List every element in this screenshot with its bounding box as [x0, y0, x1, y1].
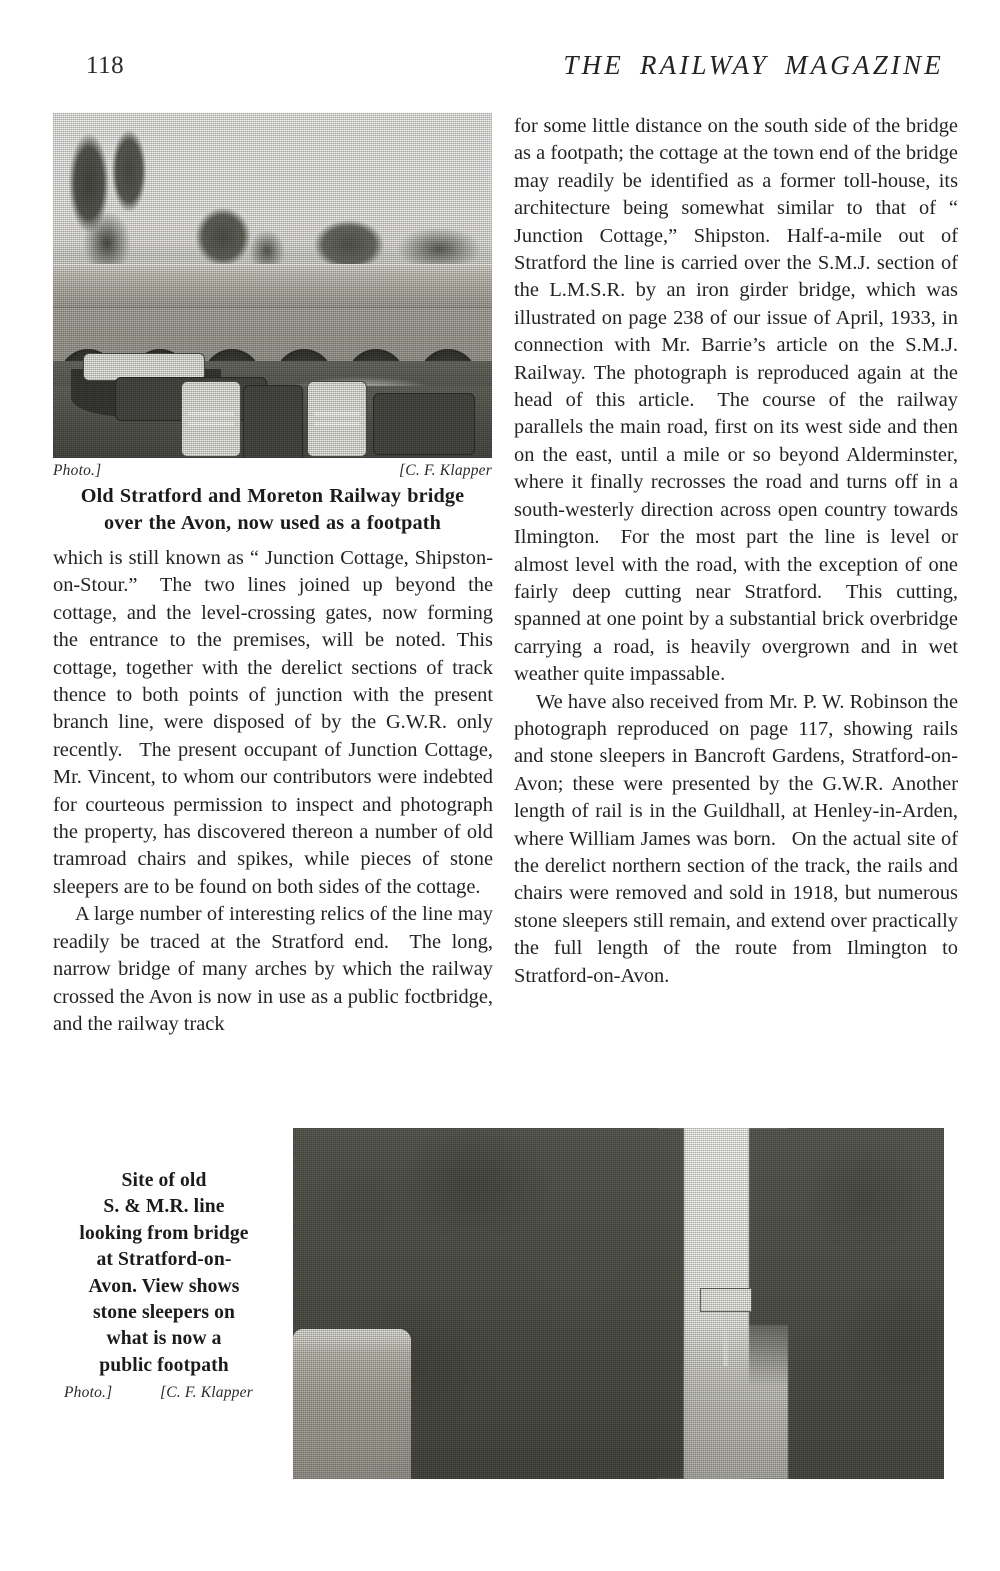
photo-old-stratford-moreton-bridge [53, 113, 492, 458]
page-number: 118 [86, 52, 125, 79]
caption-line: stone sleepers on [92, 1302, 236, 1324]
paragraph: A large number of interesting relics of the line may readily be traced at the Stratford end. The long, narrow bridge of many arches by which the railway crossed the Avon is now in use as a public foctbridge, and the railway track [53, 903, 493, 1035]
caption-line: Site of old [121, 1170, 207, 1191]
photo-label-left: Photo.] [53, 462, 102, 479]
signpost-board [700, 1288, 752, 1312]
bridge-parapet-wall [293, 1329, 411, 1479]
paragraph: We have also received from Mr. P. W. Robinson the photograph reproduced on page 117, showing rails and stone sleepers in Bancroft Gardens, Stratford-on-Avon; these were presented by the G.W.R. Another length of rail is in the Guildhall, at Henley-in-Arden, where William James was born. On the actual site of the derelict northern section of the track, the rails and chairs were removed and sold in 1918, but numerous stone sleepers still remain, and extend over practically the full length of the route from Ilmington to Stratford-on-Avon. [514, 690, 958, 987]
photo-label-left: Photo.] [64, 1384, 113, 1401]
paragraph: for some little distance on the south side of the bridge as a footpath; the cottage at the town end of the bridge may readily be identified as a former toll-house, its architecture being somewhat similar to that of “ Junction Cottage,” Shipston. Half-a-mile out of Stratford the line is carried over the S.M.J. section of the L.M.S.R. by an iron girder bridge, which was illustrated on page 238 of our issue of April, 1933, in connection with Mr. Barrie’s article on the S.M.J. Railway. The photograph is reproduced again at the head of this article. The course of the railway parallels the main road, first on its west side and then on the east, until a mile or so beyond Alderminster, where it finally recrosses the road and turns off in a south-westerly direction across open country towards Ilmington. For the most part the line is level or almost level with the road, with the exception of one fairly deep cutting near Stratford. This cutting, spanned at one point by a substantial brick overbridge carrying a road, is heavily overgrown and in wet weather quite impassable. [514, 115, 958, 686]
body-column-left [53, 545, 493, 1038]
photographer-credit: [C. F. Klapper [160, 1384, 253, 1401]
running-head [53, 52, 944, 86]
footpath-trackbed [684, 1325, 788, 1479]
caption-line: over the Avon, now used as a footpath [103, 512, 442, 534]
body-column-right [514, 113, 958, 990]
tree-foliage-left [55, 113, 163, 273]
tree-foliage-centre [171, 165, 291, 277]
magazine-title: THE RAILWAY MAGAZINE [563, 50, 944, 80]
caption-bottom-photo [40, 1168, 288, 1379]
caption-line: what is now a [106, 1328, 222, 1350]
bridge-parapet [53, 264, 492, 308]
caption-line: Old Stratford and Moreton Railway bridge [80, 485, 465, 507]
moored-boat-6 [373, 393, 475, 455]
caption-line: at Stratford-on- [96, 1249, 232, 1271]
photographer-credit: [C. F. Klapper [399, 462, 492, 479]
caption-top-photo [53, 483, 492, 537]
paragraph: which is still known as “ Junction Cottage, Shipston-on-Stour.” The two lines joined up beyond the cottage, and the level-crossing gates, now forming the entrance to the premises, will be noted. This cottage, together with the derelict sections of track thence to both points of junction with the present branch line, were disposed of by the G.W.R. only recently. The present occupant of Junction Cottage, Mr. Vincent, to whom our contributors were indebted for courteous permission to inspect and photograph the property, has discovered thereon a number of old tramroad chairs and spikes, while pieces of stone sleepers are to be found on both sides of the cottage. [53, 547, 493, 898]
moored-boat-4 [243, 385, 303, 458]
photo-site-of-old-line [293, 1128, 944, 1479]
caption-line: looking from bridge [79, 1222, 249, 1244]
photo-credit-top [53, 462, 492, 482]
caption-line: public footpath [99, 1354, 229, 1376]
caption-line: S. & M.R. line [103, 1196, 225, 1218]
photo-credit-bottom [60, 1384, 280, 1404]
caption-line: Avon. View shows [88, 1275, 240, 1297]
moored-boat-5 [307, 381, 367, 457]
moored-boat-3 [181, 381, 241, 457]
parapet-coping-stone [293, 1329, 411, 1351]
